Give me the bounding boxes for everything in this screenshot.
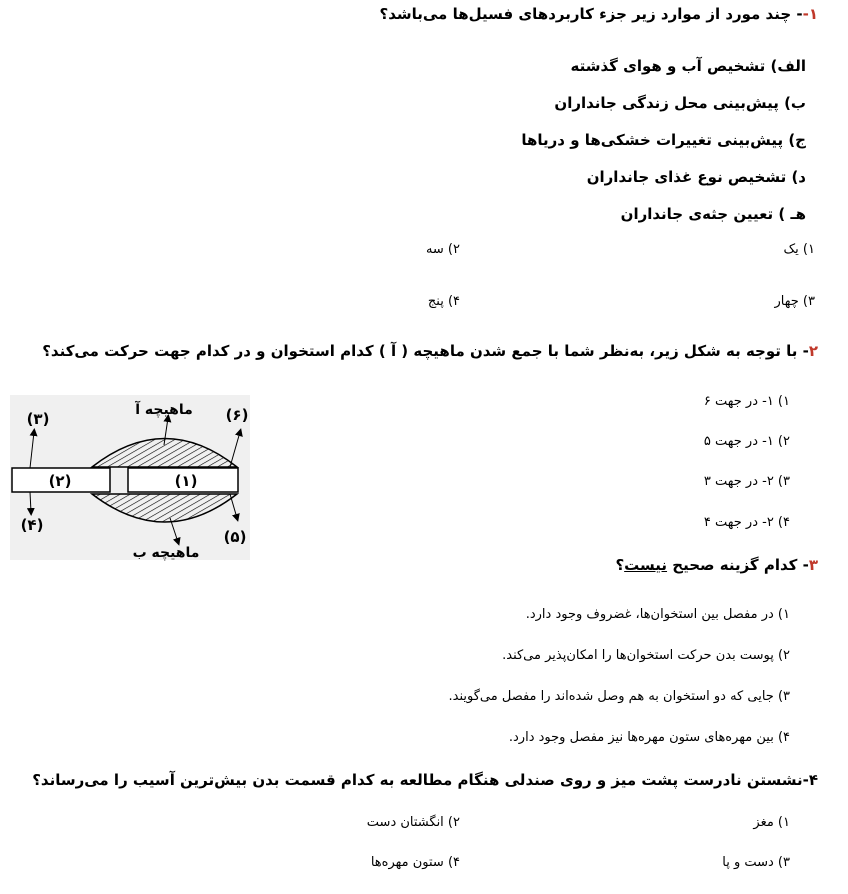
- question-3-text-after: ؟: [615, 556, 625, 574]
- q2-option-2[interactable]: ۲) ۱- در جهت ۵: [703, 434, 790, 449]
- question-1-number: ۱: [808, 5, 818, 23]
- q3-option-1[interactable]: ۱) در مفصل بین استخوان‌ها، غضروف وجود دارد.: [525, 607, 790, 622]
- question-3-number: ۳: [808, 556, 818, 574]
- q1-item-1: الف) تشخیص آب و هوای گذشته: [570, 57, 806, 75]
- question-3-text-before: - کدام گزینه صحیح: [667, 556, 809, 574]
- q3-option-2[interactable]: ۲) پوست بدن حرکت استخوان‌ها را امکان‌پذیر می‌کند.: [502, 648, 790, 663]
- q1-option-1[interactable]: ۱) یک: [783, 242, 815, 257]
- label-muscle-b: ماهیچه ب: [132, 545, 200, 561]
- q1-option-4[interactable]: ۴) پنج: [427, 294, 460, 309]
- q1-item-5: هـ ) تعیین جثه‌ی جانداران: [620, 205, 806, 223]
- question-4-text: -نشستن نادرست پشت میز و روی صندلی هنگام مطالعه به کدام قسمت بدن بیش‌ترین آسیب را می‌رساند؟: [32, 771, 809, 789]
- label-muscle-a: ماهیچه آ: [135, 402, 193, 418]
- q1-item-2: ب) پیش‌بینی محل زندگی جانداران: [554, 94, 806, 112]
- question-1: ۱-- چند مورد از موارد زیر جزء کاربردهای فسیل‌ها می‌باشد؟: [379, 5, 818, 23]
- question-2-text: - با توجه به شکل زیر، به‌نظر شما با جمع شدن ماهیچه ( آ ) کدام استخوان و در کدام جهت حرکت می‌کند؟: [42, 342, 809, 360]
- question-2: [42, 342, 818, 360]
- q4-option-3[interactable]: ۳) دست و پا: [722, 855, 790, 870]
- q2-option-4[interactable]: ۴) ۲- در جهت ۴: [703, 515, 790, 530]
- label-4: (۴): [20, 516, 44, 534]
- question-3: [615, 556, 818, 574]
- label-5: (۵): [223, 528, 247, 546]
- label-3: (۳): [26, 410, 50, 428]
- muscle-bone-figure: [0, 390, 260, 565]
- q1-item-3: ج) پیش‌بینی تغییرات خشکی‌ها و دریاها: [521, 131, 806, 149]
- q2-option-1[interactable]: ۱) ۱- در جهت ۶: [703, 394, 790, 409]
- q1-option-2[interactable]: ۲) سه: [425, 242, 460, 257]
- q1-option-3[interactable]: ۳) چهار: [774, 294, 815, 309]
- question-4: [32, 771, 818, 789]
- q4-option-2[interactable]: ۲) انگشتان دست: [366, 815, 460, 830]
- question-4-number: ۴: [808, 771, 818, 789]
- question-2-number: ۲: [808, 342, 818, 360]
- q2-option-3[interactable]: ۳) ۲- در جهت ۳: [703, 474, 790, 489]
- label-bone-1: (۱): [174, 472, 198, 490]
- q4-option-4[interactable]: ۴) ستون مهره‌ها: [370, 855, 460, 870]
- label-6: (۶): [225, 406, 249, 424]
- q1-item-4: د) تشخیص نوع غذای جانداران: [586, 168, 806, 186]
- q4-option-1[interactable]: ۱) مغز: [753, 815, 790, 830]
- question-1-text: - چند مورد از موارد زیر جزء کاربردهای فسیل‌ها می‌باشد؟: [379, 5, 803, 23]
- question-3-underlined: نیست: [624, 556, 668, 574]
- label-bone-2: (۲): [48, 472, 72, 490]
- q3-option-4[interactable]: ۴) بین مهره‌های ستون مهره‌ها نیز مفصل وجود دارد.: [508, 730, 790, 745]
- q3-option-3[interactable]: ۳) جایی که دو استخوان به هم وصل شده‌اند را مفصل می‌گویند.: [448, 689, 790, 704]
